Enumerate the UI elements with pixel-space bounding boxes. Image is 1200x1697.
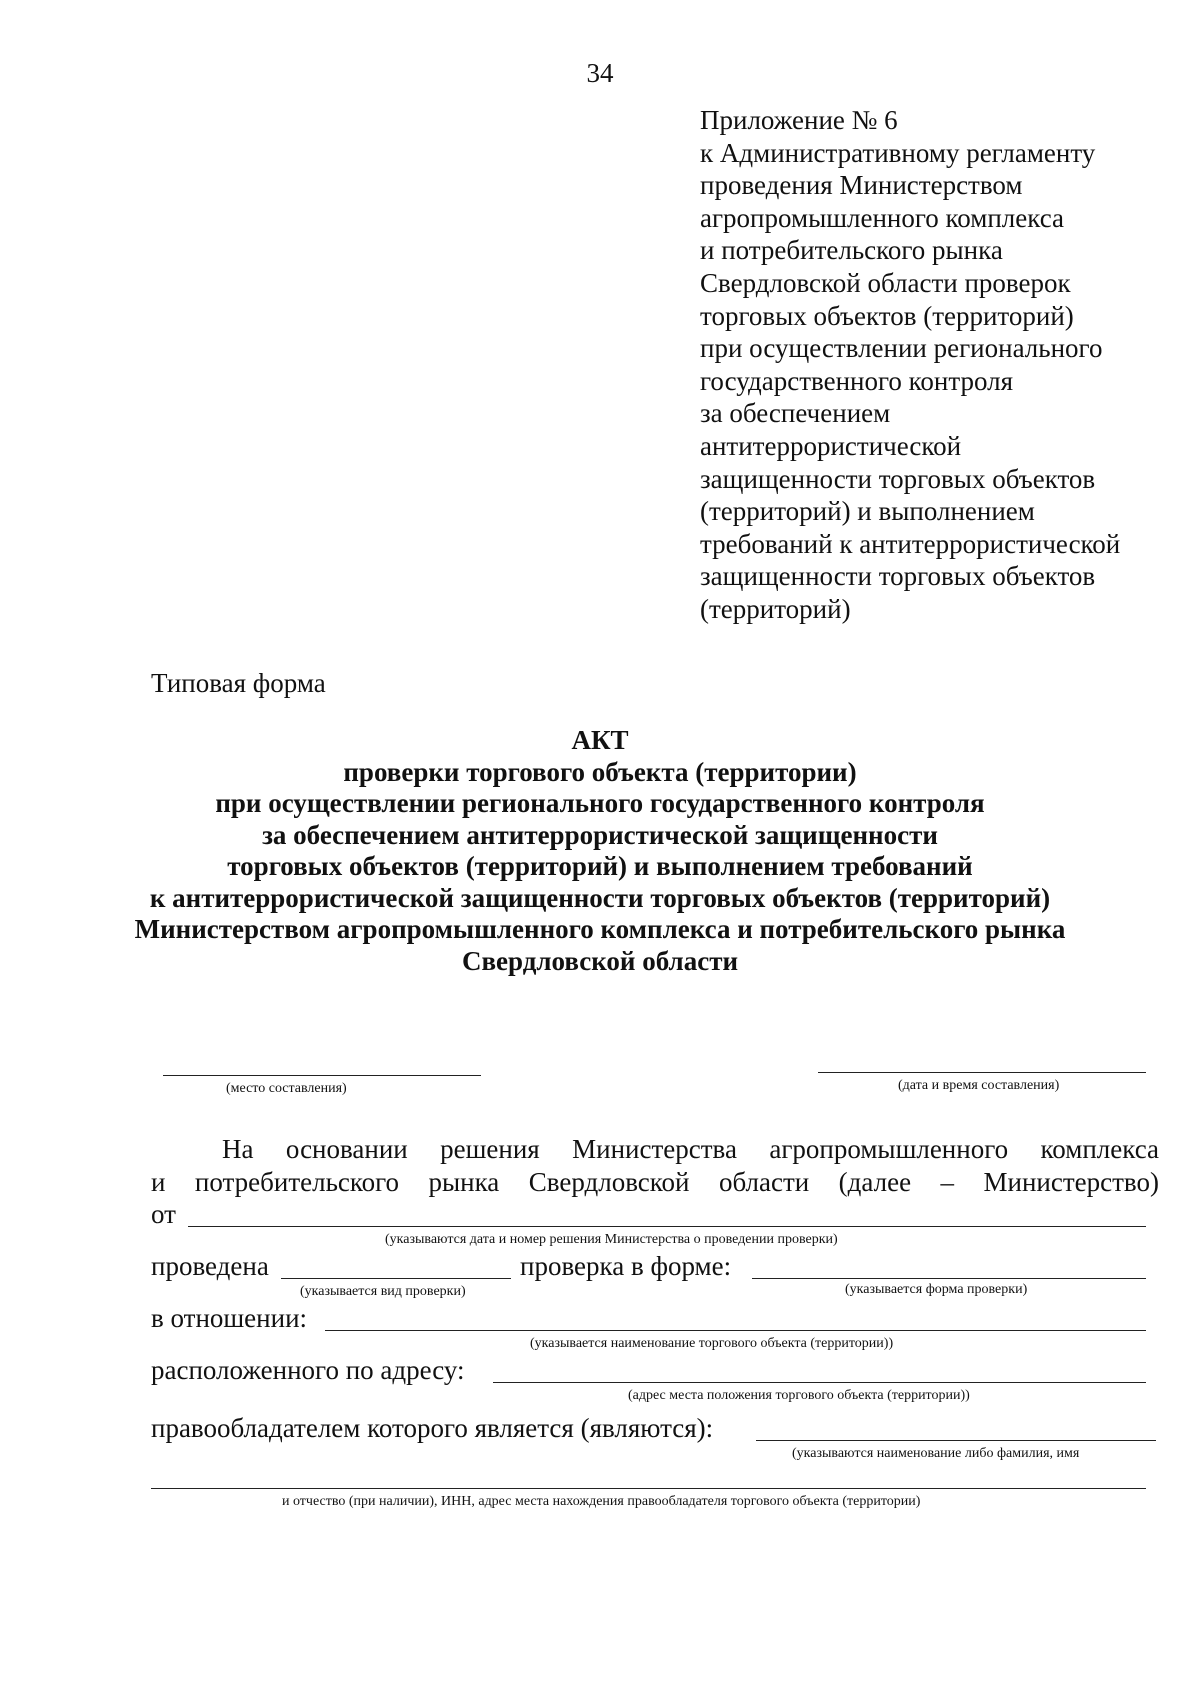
appendix-line: агропромышленного комплекса	[700, 202, 1064, 233]
title-line: к антитеррористической защищенности торговых объектов (территорий)	[149, 882, 1051, 913]
check-type-field[interactable]	[281, 1278, 511, 1279]
appendix-line: и потребительского рынка	[700, 235, 1003, 266]
decision-caption: (указываются дата и номер решения Министерства о проведении проверки)	[385, 1232, 838, 1247]
place-field[interactable]	[163, 1075, 481, 1076]
appendix-line: (территорий)	[700, 593, 851, 624]
appendix-line: Приложение № 6	[700, 105, 898, 135]
owner-caption-1: (указываются наименование либо фамилия, имя	[792, 1446, 1080, 1461]
title-line: Министерством агропромышленного комплекса и потребительского рынка	[134, 914, 1066, 944]
datetime-field[interactable]	[818, 1072, 1146, 1073]
appendix-line: антитеррористической	[700, 430, 962, 461]
address-caption: (адрес места положения торгового объекта (территории))	[628, 1388, 970, 1403]
title-line: торговых объектов (территорий) и выполнением требований	[227, 851, 973, 881]
datetime-caption: (дата и время составления)	[898, 1078, 1060, 1093]
basis-text-line1: На основании решения Министерства агропромышленного комплекса	[222, 1134, 1159, 1164]
appendix-line: к Административному регламенту	[700, 137, 1096, 168]
basis-text-line2: и потребительского рынка Свердловской области (далее – Министерство)	[151, 1167, 1159, 1197]
appendix-line: проведения Министерством	[700, 170, 1023, 201]
appendix-line: государственного контроля	[700, 365, 1013, 396]
page-number: 34	[586, 58, 614, 88]
from-label: от	[151, 1199, 176, 1229]
check-type-caption: (указывается вид проверки)	[300, 1284, 466, 1299]
appendix-line: Свердловской области проверок	[700, 267, 1071, 298]
place-caption: (место составления)	[226, 1081, 347, 1096]
object-name-caption: (указывается наименование торгового объекта (территории))	[530, 1336, 894, 1351]
address-label: расположенного по адресу:	[151, 1355, 465, 1385]
title-line: Свердловской области	[461, 945, 739, 976]
title-line: при осуществлении регионального государственного контроля	[215, 788, 985, 818]
appendix-line: (территорий) и выполнением	[700, 496, 1035, 527]
form-type-label: Типовая форма	[151, 668, 326, 698]
regarding-label: в отношении:	[151, 1303, 308, 1333]
appendix-line: при осуществлении регионального	[700, 333, 1103, 364]
check-form-caption: (указывается форма проверки)	[845, 1282, 1028, 1297]
owner-field[interactable]	[756, 1440, 1156, 1441]
appendix-header	[700, 104, 1180, 626]
check-form-field[interactable]	[752, 1278, 1146, 1279]
owner-label: правообладателем которого является (являются):	[151, 1413, 714, 1443]
address-field[interactable]	[493, 1382, 1146, 1383]
appendix-line: защищенности торговых объектов	[700, 463, 1096, 494]
check-form-label: проверка в форме:	[520, 1251, 732, 1281]
appendix-line: защищенности торговых объектов	[700, 561, 1096, 592]
title-line: за обеспечением антитеррористической защищенности	[262, 819, 938, 850]
document-title	[100, 725, 1100, 977]
object-name-field[interactable]	[325, 1330, 1146, 1331]
appendix-line: торговых объектов (территорий)	[700, 300, 1074, 331]
owner-caption-2: и отчество (при наличии), ИНН, адрес места нахождения правообладателя торгового объекта (территории)	[282, 1494, 921, 1509]
appendix-line: за обеспечением	[700, 398, 891, 429]
conducted-label: проведена	[151, 1251, 269, 1281]
decision-field[interactable]	[188, 1226, 1146, 1227]
title-line: АКТ	[571, 725, 629, 755]
owner-details-field[interactable]	[151, 1488, 1146, 1489]
appendix-line: требований к антитеррористической	[700, 528, 1121, 559]
title-line: проверки торгового объекта (территории)	[343, 756, 857, 787]
